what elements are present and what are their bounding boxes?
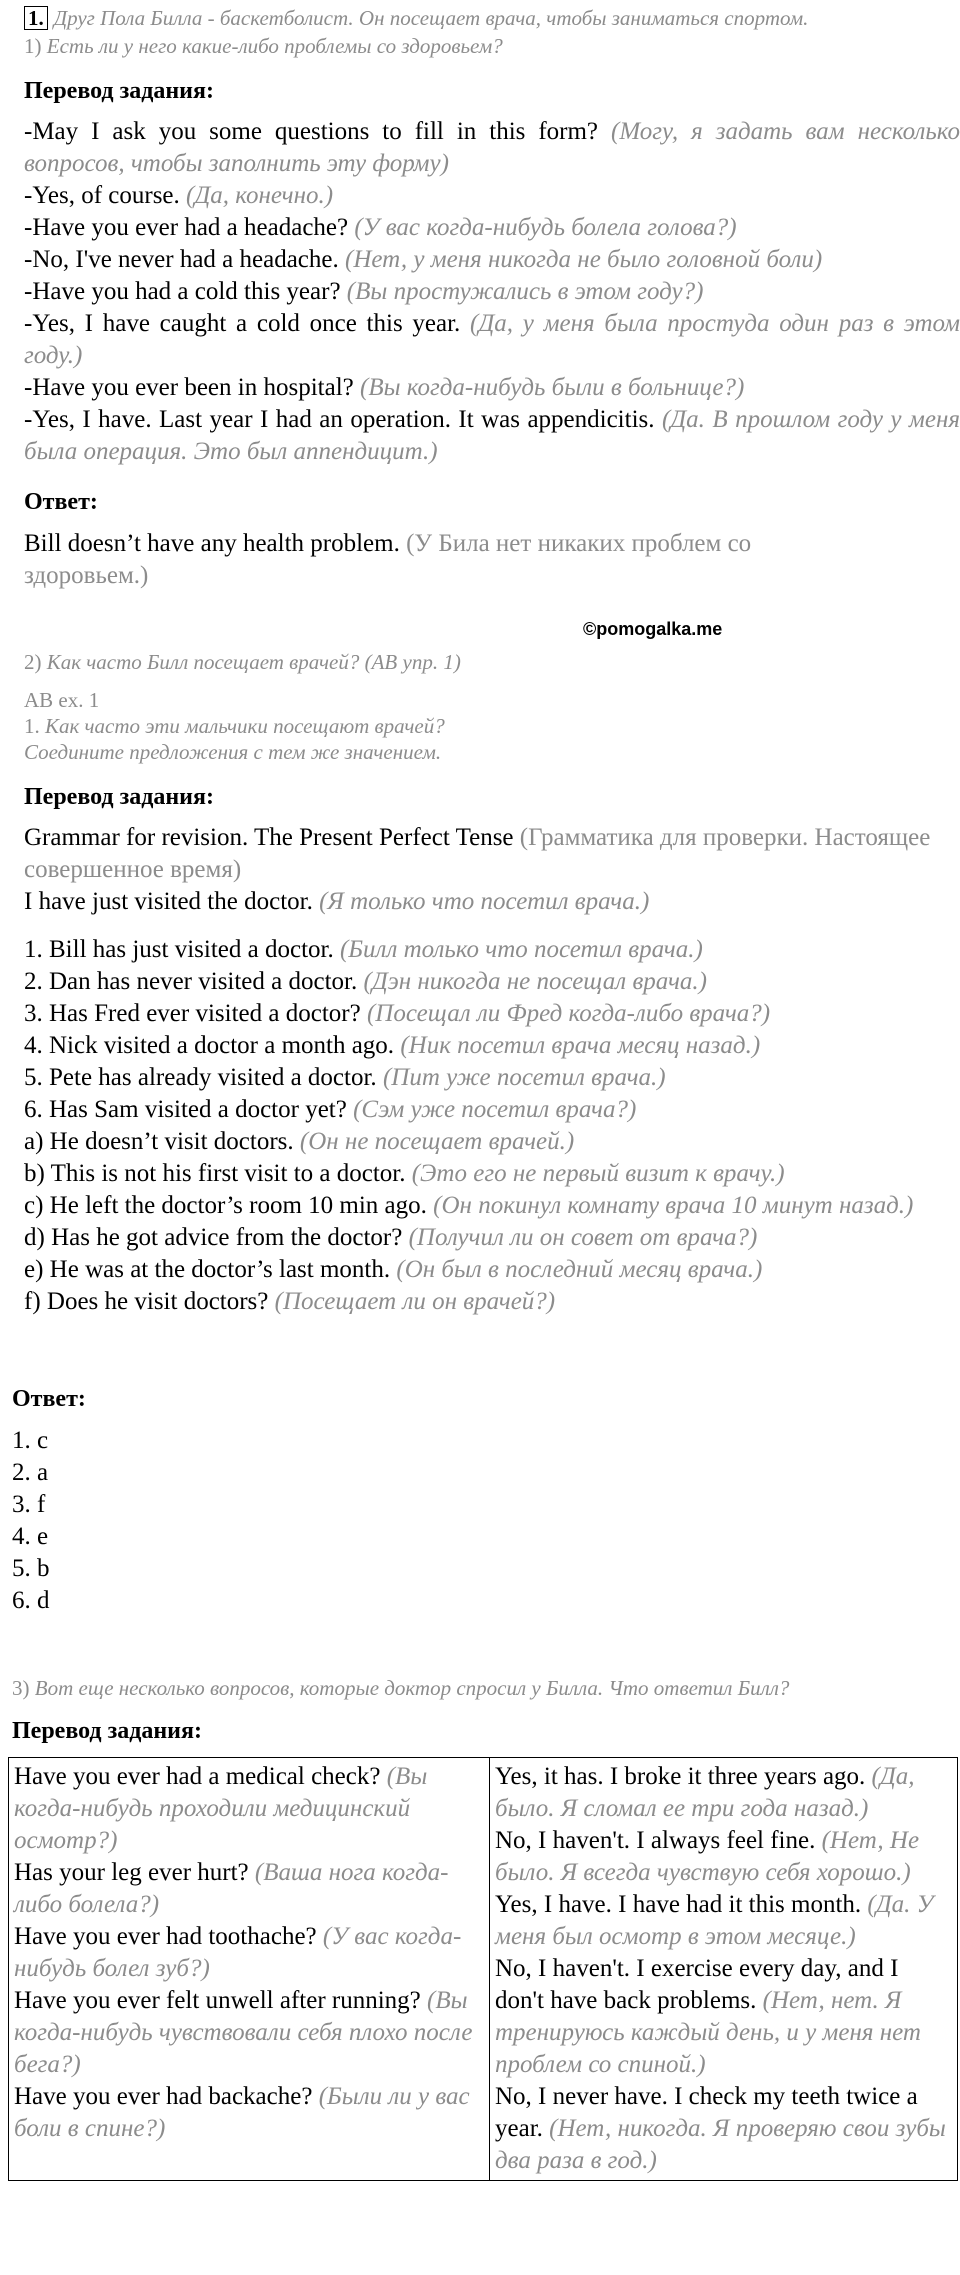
ab-instruction-1: 1. Как часто эти мальчики посещают врачей? bbox=[24, 714, 445, 738]
sentence-list bbox=[24, 934, 939, 1318]
grammar-line: Grammar for revision. The Present Perfect Tense (Грамматика для проверки. Настоящее совершенное время) bbox=[24, 824, 931, 883]
list-item: Have you ever felt unwell after running? (Вы когда-нибудь чувствовали себя плохо после бега?) bbox=[14, 1987, 473, 2078]
qa-table bbox=[8, 1757, 958, 2181]
ab-instruction-2: Соедините предложения с тем же значением. bbox=[24, 740, 442, 764]
list-item: 1. Bill has just visited a doctor. (Билл только что посетил врача.) bbox=[24, 936, 703, 963]
list-item: 2. a bbox=[12, 1459, 49, 1486]
list-item: f) Does he visit doctors? (Посещает ли он врачей?) bbox=[24, 1288, 556, 1315]
dialogue-line: -Yes, I have caught a cold once this year. (Да, у меня была простуда один раз в этом году.) bbox=[24, 310, 960, 369]
list-item: Yes, I have. I have had it this month. (Да. У меня был осмотр в этом месяце.) bbox=[495, 1891, 934, 1950]
answer-heading-1: Ответ: bbox=[24, 489, 98, 515]
list-item: 1. c bbox=[12, 1427, 49, 1454]
list-item: a) He doesn’t visit doctors. (Он не посещает врачей.) bbox=[24, 1128, 575, 1155]
question-3: 3) Вот еще несколько вопросов, которые доктор спросил у Билла. Что ответил Билл? bbox=[12, 1676, 790, 1700]
list-item: 5. b bbox=[12, 1555, 50, 1582]
list-item: No, I haven't. I exercise every day, and I don't have back problems. (Нет, нет. Я тренируюсь каждый день, и у меня нет проблем со спиной.) bbox=[495, 1955, 921, 2078]
translation-heading-2: Перевод задания: bbox=[24, 784, 214, 810]
answer-list bbox=[12, 1425, 212, 1617]
task-intro-text: Друг Пола Билла - баскетболист. Он посещает врача, чтобы заниматься спортом. bbox=[53, 6, 809, 30]
translation-heading-3: Перевод задания: bbox=[12, 1718, 202, 1744]
dialogue bbox=[24, 116, 960, 468]
list-item: d) Has he got advice from the doctor? (Получил ли он совет от врача?) bbox=[24, 1224, 758, 1251]
list-item: e) He was at the doctor’s last month. (Он был в последний месяц врача.) bbox=[24, 1256, 763, 1283]
list-item: Have you ever had backache? (Были ли у вас боли в спине?) bbox=[14, 2083, 470, 2142]
watermark: ©pomogalka.me bbox=[583, 619, 723, 639]
list-item: 2. Dan has never visited a doctor. (Дэн никогда не посещал врача.) bbox=[24, 968, 707, 995]
answer-1: Bill doesn’t have any health problem. (У Била нет никаких проблем со здоровьем.) bbox=[24, 530, 752, 589]
list-item: 5. Pete has already visited a doctor. (Пит уже посетил врача.) bbox=[24, 1064, 666, 1091]
list-item: 6. d bbox=[12, 1587, 50, 1614]
translation-heading-1: Перевод задания: bbox=[24, 78, 214, 104]
ab-exercise-label: AB ex. 1 bbox=[24, 688, 100, 712]
dialogue-line: -May I ask you some questions to fill in this form? (Могу, я задать вам несколько вопросов, чтобы заполнить эту форму) bbox=[24, 118, 960, 177]
dialogue-line: -Yes, I have. Last year I had an operation. It was appendicitis. (Да. В прошлом году у меня была операция. Это был аппендицит.) bbox=[24, 406, 960, 465]
dialogue-line: -Have you ever been in hospital? (Вы когда-нибудь были в больнице?) bbox=[24, 374, 745, 401]
answers-cell bbox=[490, 1758, 958, 2181]
example-line: I have just visited the doctor. (Я только что посетил врача.) bbox=[24, 888, 650, 915]
dialogue-line: -Have you ever had a headache? (У вас когда-нибудь болела голова?) bbox=[24, 214, 737, 241]
question-1 bbox=[24, 34, 960, 59]
list-item: 3. Has Fred ever visited a doctor? (Посещал ли Фред когда-либо врача?) bbox=[24, 1000, 771, 1027]
list-item: Has your leg ever hurt? (Ваша нога когда-либо болела?) bbox=[14, 1859, 449, 1918]
list-item: b) This is not his first visit to a doctor. (Это его не первый визит к врачу.) bbox=[24, 1160, 785, 1187]
list-item: 3. f bbox=[12, 1491, 46, 1518]
list-item: 6. Has Sam visited a doctor yet? (Сэм уже посетил врача?) bbox=[24, 1096, 637, 1123]
dialogue-line: -No, I've never had a headache. (Нет, у меня никогда не было головной боли) bbox=[24, 246, 823, 273]
list-item: 4. Nick visited a doctor a month ago. (Ник посетил врача месяц назад.) bbox=[24, 1032, 761, 1059]
dialogue-line: -Yes, of course. (Да, конечно.) bbox=[24, 182, 334, 209]
list-item: Have you ever had toothache? (У вас когда-нибудь болел зуб?) bbox=[14, 1923, 462, 1982]
task-intro bbox=[24, 6, 960, 31]
answer-heading-2: Ответ: bbox=[12, 1386, 86, 1412]
questions-cell bbox=[9, 1758, 490, 2181]
table-row bbox=[9, 1758, 958, 2181]
list-item: Have you ever had a medical check? (Вы когда-нибудь проходили медицинский осмотр?) bbox=[14, 1763, 428, 1854]
question-1-text: Есть ли у него какие-либо проблемы со здоровьем? bbox=[46, 34, 503, 58]
list-item: c) He left the doctor’s room 10 min ago. (Он покинул комнату врача 10 минут назад.) bbox=[24, 1192, 914, 1219]
task-number: 1. bbox=[24, 6, 48, 30]
list-item: No, I haven't. I always feel fine. (Нет, Не было. Я всегда чувствую себя хорошо.) bbox=[495, 1827, 920, 1886]
list-item: Yes, it has. I broke it three years ago. (Да, было. Я сломал ее три года назад.) bbox=[495, 1763, 915, 1822]
list-item: No, I never have. I check my teeth twice a year. (Нет, никогда. Я проверяю свои зубы два раза в год.) bbox=[495, 2083, 946, 2174]
dialogue-line: -Have you had a cold this year? (Вы простужались в этом году?) bbox=[24, 278, 704, 305]
question-1-number: 1) bbox=[24, 34, 42, 58]
question-2: 2) Как часто Билл посещает врачей? (АВ упр. 1) bbox=[24, 650, 461, 674]
list-item: 4. e bbox=[12, 1523, 49, 1550]
